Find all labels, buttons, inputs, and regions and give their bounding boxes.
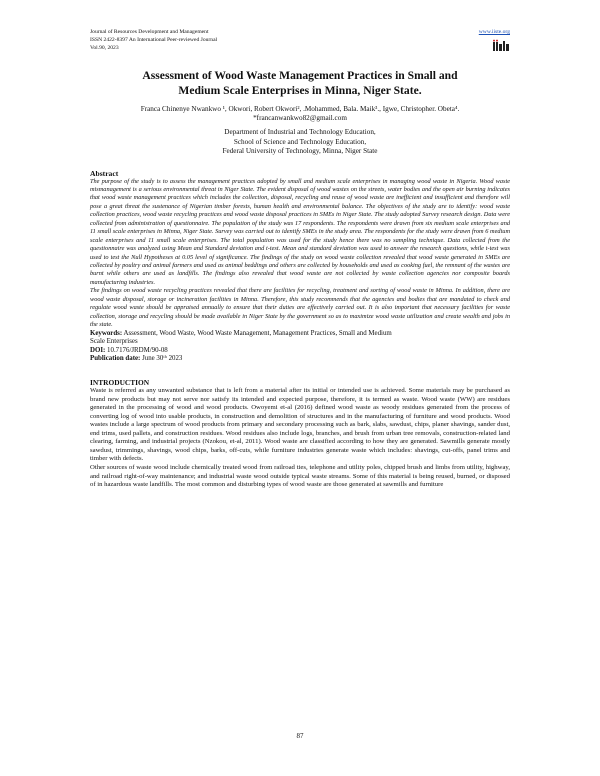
keywords-value-continued: Scale Enterprises: [90, 338, 138, 346]
iiste-logo-icon: [492, 39, 510, 53]
journal-issn: ISSN 2422-8397 An International Peer-reviewed Journal: [90, 37, 218, 43]
abstract-paragraph: The purpose of the study is to assess the management practices adopted by small and medium scale enterprises in managing wood waste in Nigeria. Wood waste mismanagement is a serious environmental threat in Niger State. The evident disposal of wood wastes on the streets, water bodies and the open air burning indicates that wood waste management practices which includes the collection, disposal, recycling and reuse of wood waste are inefficient and insufficient and therefore will pose a great threat the sustenance of Nigerian timber forests, human health and environmental balance. The objectives of the study are to identify: wood waste collection practices, wood waste recycling practices and wood waste disposal practices in SMEs in Niger State. The study adopted Survey research design. Data were collected from administration of questionnaire. The population of the study was 17 respondents. The respondents were drawn from six medium scale enterprises and 11 small scale enterprises in Minna, Niger State. Survey was carried out to identify SMEs in the study area. The respondents for the study were drawn from 6 medium scale enterprises and 11 small scale enterprises. The total population was used for the study hence there was no sampling technique. Data collected from the questionnaire was analyzed using Mean and Standard deviation and t-test. Mean and standard deviation was used to answer the research questions, while t-test was used to test the Null Hypotheses at 0.05 level of significance. The findings of the study on wood waste collection revealed that wood waste generated in SMEs are collected by poultry and animal farmers and used as animal beddings and others are collected by households and used as cooking fuel, the remnant of the wastes are burnt while others are used as landfills. The findings also revealed that wood waste are not collected by waste collection agencies nor composite boards manufacturing industries.: [90, 177, 510, 286]
intro-paragraph: Waste is referred as any unwanted substance that is left from a material after its initial or intended use is achieved. Some materials may be purchased as brand new products but may not serve nor satisfy its intended and expected purpose, therefore, it is termed as waste. Wood waste (WW) are residues generated in the processing of wood and wood products. Owoyemi et-al (2016) defined wood waste as woody residues generated from the process of converting log of wood into usable products, in construction and demolition of structures and in the manufacturing of furniture and wood products. Wood wastes include a large spectrum of wood products from primary and secondary processing such as bark, slabs, sawdust, chips, planer shavings, sander dust, end trims, used pallets, and construction residues. Wood residues also include logs, branches, and brush from urban tree removals, construction-related land clearing, farming, and industrial projects (Nzokou, et-al, 2011). Wood waste are classified according to how they are generated. Sawmills generate mostly sawdust, trimmings, shavings, wood chips, barks, off-cuts, while furniture industries generate waste which includes: shavings, cut-offs, panel trims and timber with defects.: [90, 387, 510, 463]
affiliation-line: School of Science and Technology Education,: [233, 137, 367, 146]
paper-page: [90, 28, 510, 490]
introduction-heading: INTRODUCTION: [90, 378, 150, 388]
abstract-heading: Abstract: [90, 168, 119, 178]
paper-title: [90, 68, 510, 98]
publication-date: [90, 355, 510, 364]
keywords-label: Keywords:: [90, 329, 123, 337]
journal-header: [90, 28, 510, 52]
pubdate-value: June 30ᵗʰ 2023: [142, 355, 183, 363]
doi: [90, 347, 510, 356]
intro-paragraph: Other sources of waste wood include chemically treated wood from railroad ties, telephone and utility poles, chipped brush and limbs from utility, highway, and railroad right-of-way maintenance; and industrial waste wood outside typical waste streams. Some of this material is being reused, burned, or disposed of in hazardous waste landfills. The most common and disturbing types of wood waste are those generated at sawmills and furniture: [90, 463, 510, 489]
title-line-1: Assessment of Wood Waste Management Practices in Small and: [142, 69, 458, 82]
affiliation-line: Federal University of Technology, Minna, Niger State: [222, 147, 378, 155]
author-list: Franca Chinenye Nwankwo ¹, Okwori, Robert Okwori², .Mohammed, Bala. Maik³., Igwe, Christopher. Obeta⁴.: [140, 105, 460, 113]
affiliation-line: Department of Industrial and Technology Education,: [224, 128, 376, 136]
author-email: *francanwankwo82@gmail.com: [253, 114, 347, 122]
page-number: 87: [296, 732, 304, 740]
doi-value: 10.7176/JRDM/90-08: [107, 346, 168, 354]
journal-volume: Vol.90, 2023: [90, 45, 119, 51]
doi-label: DOI:: [90, 346, 106, 354]
title-line-2: Medium Scale Enterprises in Minna, Niger State.: [178, 84, 422, 97]
introduction-body: [90, 387, 510, 490]
abstract-body: [90, 178, 510, 330]
keywords-value: Assessment, Wood Waste, Wood Waste Management, Management Practices, Small and Medium: [123, 329, 392, 337]
affiliation: [90, 128, 510, 157]
keywords: [90, 330, 510, 347]
journal-url-link[interactable]: www.iiste.org: [478, 29, 510, 35]
pubdate-label: Publication date:: [90, 355, 141, 363]
abstract-paragraph: The findings on wood waste recycling practices revealed that there are facilities for recycling, treatment and sorting of wood waste in Minna. In addition, there are wood waste disposal, storage or incineration facilities in Minna. Therefore, this study recommends that the agencies and bodies that are mandated to check and regulate wood waste should be appraised annually to ensure that their duties are effectively carried out. It is also important that necessary facilities for waste collection, storage and recycling should be made available in Niger State by the government so as to maximize wood waste utilization and create wealth and jobs in the state.: [90, 287, 510, 329]
journal-name: Journal of Resources Development and Management: [90, 29, 209, 35]
